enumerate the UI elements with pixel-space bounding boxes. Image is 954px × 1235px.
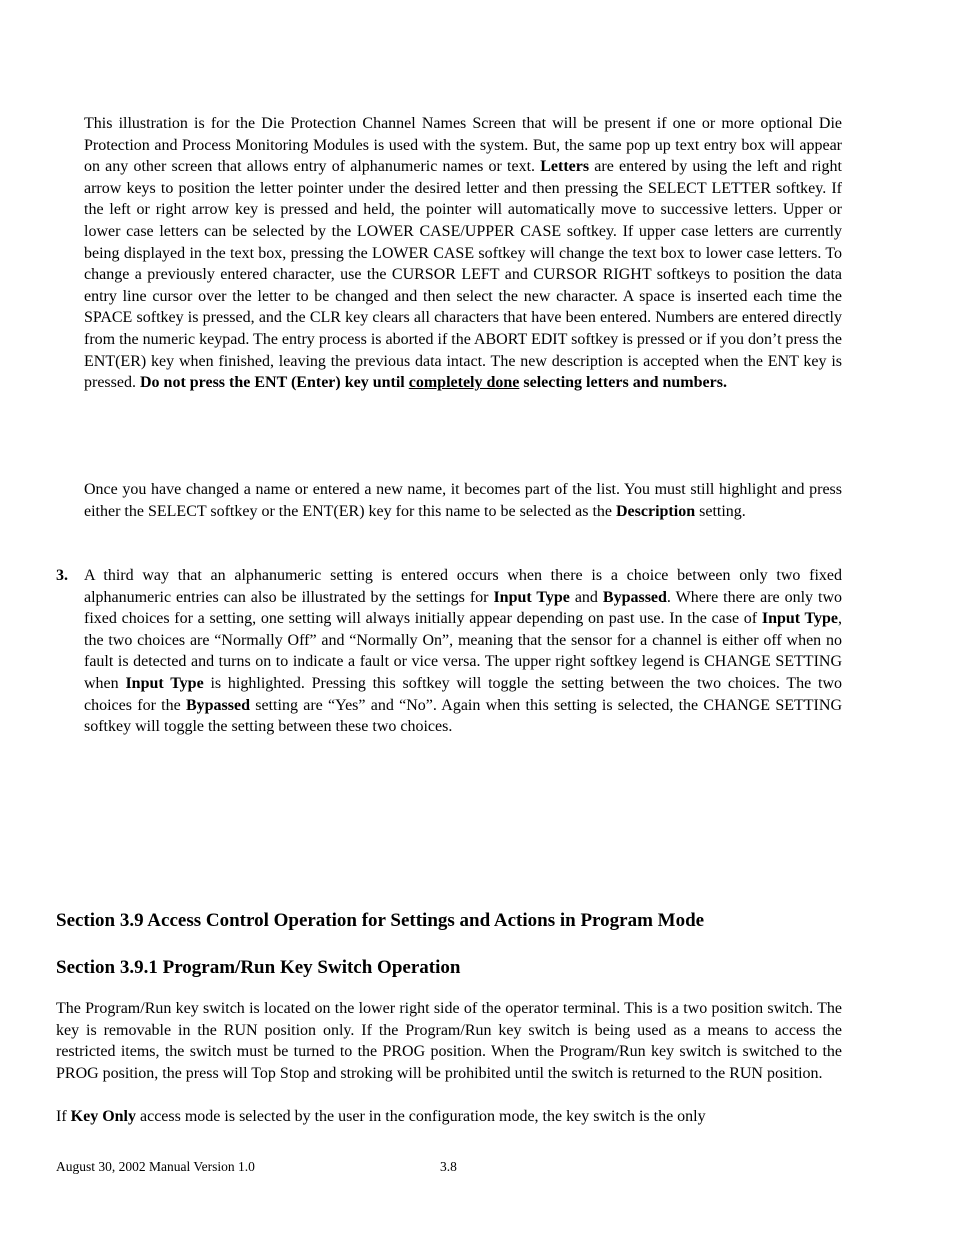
bold-term-key-only: Key Only (70, 1108, 136, 1125)
warning-text: Do not press the ENT (Enter) key until completely done selecting letters and numbers. (139, 374, 727, 392)
bold-term-input-type: Input Type (761, 610, 839, 628)
name-list-paragraph (84, 479, 842, 522)
text-entry-paragraph (84, 113, 842, 394)
section-heading: Section 3.9 Access Control Operation for Settings and Actions in Program Mode (56, 910, 705, 931)
para-text: are entered by using the left and right arrow keys to position the letter pointer under the desired letter and then pressing the SELECT LETTER softkey. If the left or right arrow key is pressed and held, the pointer will automatically move to successive letters. Upper or lower case letters can be selected by the LOWER CASE/UPPER CASE softkey. If upper case letters are currently being displayed in the text box, pressing the LOWER CASE softkey will change the text box to lower case letters. To change a previously entered character, use the CURSOR LEFT and CURSOR RIGHT softkeys to position the data entry line cursor over the letter to be changed and then select the new character. A space is inserted each time the SPACE softkey is pressed, and the CLR key clears all characters that have been entered. Numbers are entered directly from the numeric keypad. The entry process is aborted if the ABORT EDIT softkey is pressed or if you don’t press the ENT(ER) key when finished, leaving the previous data intact. The new description is accepted when the ENT key is pressed. (84, 158, 842, 392)
footer-date-version: August 30, 2002 Manual Version 1.0 (56, 1159, 255, 1174)
bold-term-input-type: Input Type (125, 674, 204, 692)
bold-term-bypassed: Bypassed (185, 696, 251, 714)
bold-term-letters: Letters (540, 158, 590, 176)
subsection-heading: Section 3.9.1 Program/Run Key Switch Operation (56, 957, 461, 978)
bold-term-bypassed: Bypassed (602, 588, 667, 606)
underlined-emphasis: completely done (408, 374, 520, 392)
para-text: This illustration is for the Die Protection Channel Names Screen that will be present if one or more optional Die Protection and Process Monitoring Modules is used with the system. But, the same pop up text entry box will appear on any other screen that allows entry of alphanumeric names or text. (84, 115, 842, 176)
para-text: Once you have changed a name or entered a new name, it becomes part of the list. You must still highlight and press either the SELECT softkey or the ENT(ER) key for this name to be selected as the (84, 481, 842, 520)
key-only-paragraph: If Key Only access mode is selected by the user in the configuration mode, the key switch is the only (56, 1108, 706, 1125)
page-number: 3.8 (440, 1159, 457, 1174)
list-item-3: A third way that an alphanumeric setting is entered occurs when there is a choice between only two fixed alphanumeric entries can also be illustrated by the settings for Input Type and Bypassed. Where there are only two fixed choices for a setting, one setting will always initially appear depending on past use. In the case of Input Type, the two choices are “Normally Off” and “Normally On”, meaning that the sensor for a channel is either off when no fault is detected and turns on to indicate a fault or vice versa. The upper right softkey legend is CHANGE SETTING when Input Type is highlighted. Pressing this softkey will toggle the setting between the two choices. The two choices for the Bypassed setting are “Yes” and “No”. Again when this setting is selected, the CHANGE SETTING softkey will toggle the setting between these two choices. (84, 567, 843, 736)
bold-term-input-type: Input Type (493, 588, 570, 606)
para-text: setting. (695, 502, 746, 520)
bold-term-description: Description (616, 502, 696, 520)
key-switch-paragraph: The Program/Run key switch is located on the lower right side of the operator terminal. This is a two position switch. The key is removable in the RUN position only. If the Program/Run key switch is being used as a means to access the restricted items, the switch must be turned to the PROG position. When the Program/Run key switch is switched to the PROG position, the press will Top Stop and stroking will be prohibited until the switch is returned to the RUN position. (56, 1000, 842, 1082)
list-number: 3. (56, 567, 68, 584)
